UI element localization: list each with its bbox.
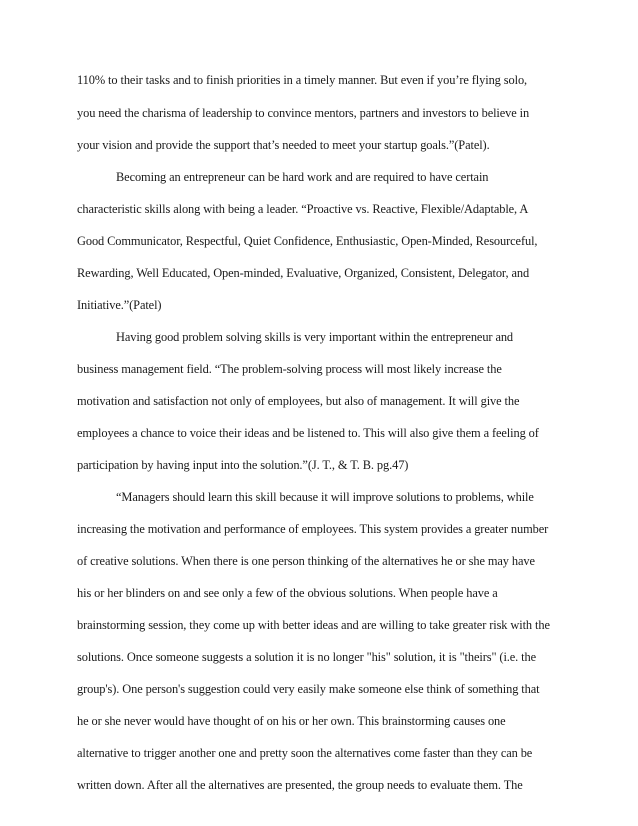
text-line: Rewarding, Well Educated, Open-minded, Evaluative, Organized, Consistent, Delegator, and [77,266,530,280]
text-line: of creative solutions. When there is one person thinking of the alternatives he or she may have [77,554,535,568]
text-line: Good Communicator, Respectful, Quiet Confidence, Enthusiastic, Open-Minded, Resourceful, [77,234,538,248]
text-line: business management field. “The problem-solving process will most likely increase the [77,362,502,376]
text-line: 110% to their tasks and to finish priorities in a timely manner. But even if you’re flying solo, [77,73,528,87]
text-line: you need the charisma of leadership to convince mentors, partners and investors to believe in [77,106,530,120]
text-line: participation by having input into the solution.”(J. T., & T. B. pg.47) [77,458,409,472]
paragraph-start-line: Having good problem solving skills is very important within the entrepreneur and [116,330,514,344]
paragraph-start-line: “Managers should learn this skill because it will improve solutions to problems, while [116,490,534,504]
text-line: he or she never would have thought of on his or her own. This brainstorming causes one [77,714,506,728]
text-line: his or her blinders on and see only a few of the obvious solutions. When people have a [77,586,498,600]
text-line: written down. After all the alternatives are presented, the group needs to evaluate them. The [77,778,523,792]
text-line: motivation and satisfaction not only of employees, but also of management. It will give the [77,394,520,408]
text-line: increasing the motivation and performance of employees. This system provides a greater number [77,522,549,536]
text-line: group's). One person's suggestion could very easily make someone else think of something that [77,682,540,696]
text-line: employees a chance to voice their ideas and be listened to. This will also give them a feeling of [77,426,539,440]
paragraph-start-line: Becoming an entrepreneur can be hard work and are required to have certain [116,170,489,184]
text-line: solutions. Once someone suggests a solution it is no longer "his" solution, it is "theirs" (i.e. the [77,650,537,664]
text-line: characteristic skills along with being a leader. “Proactive vs. Reactive, Flexible/Adaptable, A [77,202,529,216]
text-line: brainstorming session, they come up with better ideas and are willing to take greater risk with the [77,618,550,632]
text-line: alternative to trigger another one and pretty soon the alternatives come faster than they can be [77,746,533,760]
text-line: Initiative.”(Patel) [77,298,162,312]
text-line: your vision and provide the support that’s needed to meet your startup goals.”(Patel). [77,138,490,152]
